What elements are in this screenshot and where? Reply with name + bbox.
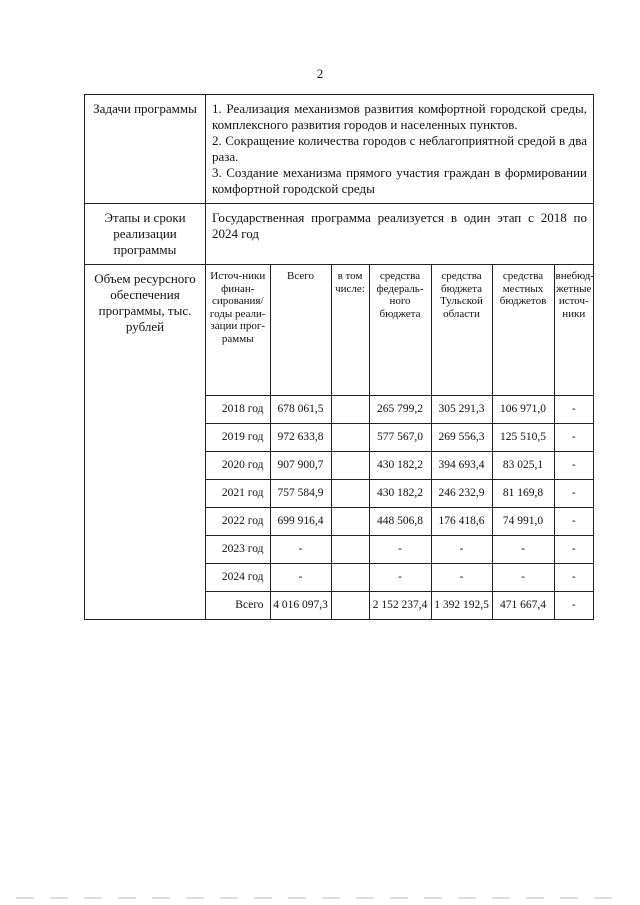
total-cell: 699 916,4: [270, 508, 331, 536]
federal-cell: 265 799,2: [369, 396, 431, 424]
local-cell: -: [492, 536, 554, 564]
table-row: [206, 564, 593, 592]
local-cell: 125 510,5: [492, 424, 554, 452]
total-cell: 678 061,5: [270, 396, 331, 424]
task-item-2: 2. Сокращение количества городов с неблагоприятной средой в два раза.: [212, 133, 587, 164]
table-row: [206, 424, 593, 452]
tasks-label: Задачи программы: [85, 95, 206, 204]
federal-cell: -: [369, 536, 431, 564]
regional-cell: -: [431, 564, 492, 592]
local-cell: 83 025,1: [492, 452, 554, 480]
header-source: Источ-ники финан-сирования/ годы реали-зации прог-раммы: [206, 265, 270, 396]
local-cell: 81 169,8: [492, 480, 554, 508]
volume-row: [85, 265, 594, 620]
total-cell: -: [270, 564, 331, 592]
federal-cell: 448 506,8: [369, 508, 431, 536]
stages-row: [85, 204, 594, 265]
local-cell: 471 667,4: [492, 592, 554, 620]
year-cell: 2020 год: [206, 452, 270, 480]
blank-cell: [331, 396, 369, 424]
task-item-3: 3. Создание механизма прямого участия граждан в формировании комфортной городской среды: [212, 165, 587, 196]
year-cell: Всего: [206, 592, 270, 620]
regional-cell: 394 693,4: [431, 452, 492, 480]
header-including: в том числе:: [331, 265, 369, 396]
year-cell: 2024 год: [206, 564, 270, 592]
year-cell: 2018 год: [206, 396, 270, 424]
header-extra: внебюд-жетные источ-ники: [554, 265, 593, 396]
blank-cell: [331, 452, 369, 480]
program-passport-table: [84, 94, 594, 620]
page-number: 2: [316, 66, 324, 81]
extra-cell: -: [554, 536, 593, 564]
total-cell: 757 584,9: [270, 480, 331, 508]
regional-cell: 305 291,3: [431, 396, 492, 424]
extra-cell: -: [554, 424, 593, 452]
volume-label: Объем ресурсного обеспечения программы, тыс. рублей: [85, 265, 206, 620]
federal-cell: 577 567,0: [369, 424, 431, 452]
blank-cell: [331, 564, 369, 592]
blank-cell: [331, 536, 369, 564]
federal-cell: 430 182,2: [369, 452, 431, 480]
federal-cell: -: [369, 564, 431, 592]
scan-edge-artifact: [16, 897, 624, 899]
local-cell: 74 991,0: [492, 508, 554, 536]
total-cell: 907 900,7: [270, 452, 331, 480]
year-cell: 2022 год: [206, 508, 270, 536]
blank-cell: [331, 592, 369, 620]
table-row: [206, 508, 593, 536]
table-row: [206, 396, 593, 424]
total-cell: 4 016 097,3: [270, 592, 331, 620]
regional-cell: 246 232,9: [431, 480, 492, 508]
stages-content: Государственная программа реализуется в один этап с 2018 по 2024 год: [206, 204, 594, 265]
tasks-row: [85, 95, 594, 204]
year-cell: 2023 год: [206, 536, 270, 564]
task-item-1: 1. Реализация механизмов развития комфортной городской среды, комплексного развития городов и населенных пунктов.: [212, 101, 587, 132]
table-row: [206, 536, 593, 564]
stages-label: Этапы и сроки реализации программы: [85, 204, 206, 265]
extra-cell: -: [554, 592, 593, 620]
extra-cell: -: [554, 452, 593, 480]
regional-cell: -: [431, 536, 492, 564]
federal-cell: 2 152 237,4: [369, 592, 431, 620]
extra-cell: -: [554, 564, 593, 592]
regional-cell: 176 418,6: [431, 508, 492, 536]
extra-cell: -: [554, 480, 593, 508]
header-local: средства местных бюджетов: [492, 265, 554, 396]
total-cell: 972 633,8: [270, 424, 331, 452]
regional-cell: 269 556,3: [431, 424, 492, 452]
funding-header-row: [206, 265, 593, 396]
regional-cell: 1 392 192,5: [431, 592, 492, 620]
table-row: [206, 480, 593, 508]
extra-cell: -: [554, 396, 593, 424]
volume-content: [206, 265, 594, 620]
local-cell: -: [492, 564, 554, 592]
total-row: [206, 592, 593, 620]
total-cell: -: [270, 536, 331, 564]
table-row: [206, 452, 593, 480]
tasks-content: [206, 95, 594, 204]
local-cell: 106 971,0: [492, 396, 554, 424]
funding-table: [206, 265, 593, 619]
blank-cell: [331, 508, 369, 536]
year-cell: 2019 год: [206, 424, 270, 452]
extra-cell: -: [554, 508, 593, 536]
blank-cell: [331, 424, 369, 452]
header-total: Всего: [270, 265, 331, 396]
federal-cell: 430 182,2: [369, 480, 431, 508]
header-federal: средства федераль-ного бюджета: [369, 265, 431, 396]
blank-cell: [331, 480, 369, 508]
year-cell: 2021 год: [206, 480, 270, 508]
header-regional: средства бюджета Тульской области: [431, 265, 492, 396]
